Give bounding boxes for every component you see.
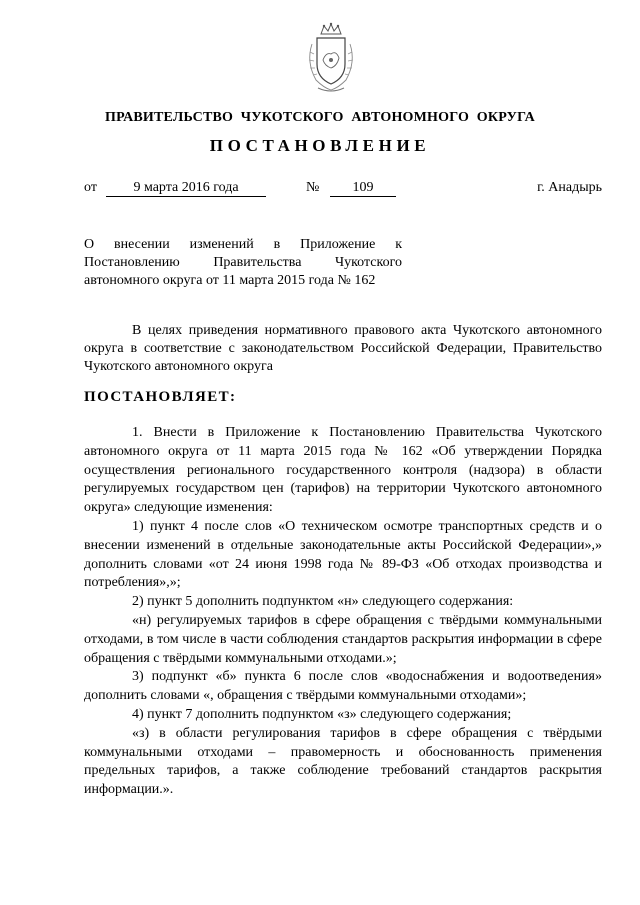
date-prefix-label: от — [84, 180, 97, 195]
document-number: 109 — [330, 180, 396, 197]
body-paragraph: 4) пункт 7 дополнить подпунктом «з» следующего содержания; — [132, 706, 512, 722]
resolves-heading: ПОСТАНОВЛЯЕТ: — [84, 389, 237, 405]
subject-line: автономного округа от 11 марта 2015 года № 162 — [84, 273, 376, 288]
subject-line: Постановлению Правительства Чукотского — [84, 255, 402, 270]
preamble-text: В целях приведения нормативного правового акта Чукотского автономного округа в соответствие с законодательством Российской Федерации, Правительство Чукотского автономного округа — [84, 323, 602, 374]
document-type: ПОСТАНОВЛЕНИЕ — [209, 136, 431, 155]
document-city: г. Анадырь — [537, 180, 602, 195]
body-paragraph: 1. Внести в Приложение к Постановлению Правительства Чукотского автономного округа от 11 марта 2015 года № 162 «Об утверждении Порядка осуществления регионального государственного контроля (надзора) в области регулируемых государством цен (тарифов) на территории Чукотского автономного округа» следующие изменения: — [84, 425, 602, 516]
government-title: ПРАВИТЕЛЬСТВО ЧУКОТСКОГО АВТОНОМНОГО ОКРУГА — [105, 110, 535, 125]
subject-line: О внесении изменений в Приложение к — [84, 237, 402, 252]
document-meta-row — [84, 178, 602, 200]
body-paragraph: «н) регулируемых тарифов в сфере обращения с твёрдыми коммунальными отходами, в том числе в части соблюдения стандартов раскрытия информации в сфере обращения с твёрдыми коммунальными отходами.»; — [84, 612, 602, 666]
document-subject — [84, 236, 402, 290]
document-body — [84, 424, 602, 800]
body-paragraph: «з) в области регулирования тарифов в сфере обращения с твёрдыми коммунальными отходами – правомерность и обоснованность применения предельных тарифов, а также соблюдение требований стандартов раскрытия информации.». — [84, 725, 602, 798]
preamble — [84, 322, 602, 376]
body-paragraph: 1) пункт 4 после слов «О техническом осмотре транспортных средств и о внесении изменений в отдельные законодательные акты Российской Федерации»,» дополнить словами «от 24 июня 1998 года № 89-ФЗ «Об отходах производства и потребления»,»; — [84, 518, 602, 591]
chukotka-coat-of-arms-icon — [300, 22, 362, 96]
document-date: 9 марта 2016 года — [106, 180, 266, 197]
number-label: № — [306, 180, 320, 195]
body-paragraph: 2) пункт 5 дополнить подпунктом «н» следующего содержания: — [132, 594, 514, 610]
body-paragraph: 3) подпункт «б» пункта 6 после слов «водоснабжения и водоотведения» дополнить словами «, обращения с твёрдыми коммунальными отходами»; — [84, 669, 602, 704]
